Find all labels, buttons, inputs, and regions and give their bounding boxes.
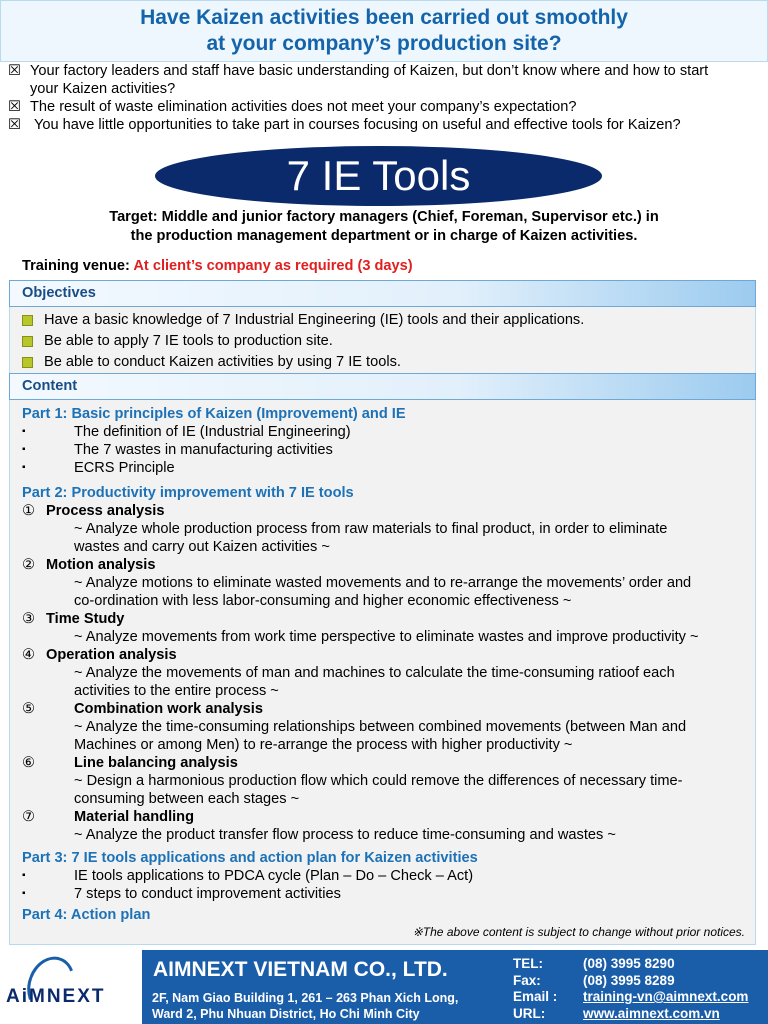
objectives-heading: Objectives: [9, 280, 756, 307]
step-name: Line balancing analysis: [74, 755, 238, 771]
footer-bar: [0, 950, 768, 1024]
checked-box-icon: ☒: [8, 63, 22, 79]
step-description: ~ Analyze movements from work time perspective to eliminate wastes and improve productivity ~: [74, 629, 699, 645]
disclaimer-note: ※The above content is subject to change without prior notices.: [412, 925, 745, 939]
bullet-icon: [22, 315, 33, 326]
venue-value: At client’s company as required (3 days): [133, 258, 413, 274]
list-item: [22, 423, 752, 441]
step-motion-analysis: [22, 556, 752, 574]
address-line-1: 2F, Nam Giao Building 1, 261 – 263 Phan Xich Long,: [152, 991, 459, 1005]
step-description: ~ Analyze the time-consuming relationships between combined movements (between Man and: [74, 719, 687, 735]
contact-label: URL:: [513, 1005, 546, 1021]
step-number: ④: [22, 647, 36, 663]
target-line-2: the production management department or in charge of Kaizen activities.: [130, 228, 638, 244]
headline-line-1: Have Kaizen activities been carried out smoothly: [140, 6, 628, 29]
course-title-badge: [155, 146, 602, 206]
part-1-title: Part 1: Basic principles of Kaizen (Improvement) and IE: [22, 406, 406, 422]
list-item-text: 7 steps to conduct improvement activities: [74, 886, 341, 902]
checked-box-icon: ☒: [8, 99, 22, 115]
part-4-title: Part 4: Action plan: [22, 907, 151, 923]
logo-swoosh-icon: [19, 950, 82, 1020]
list-item: [22, 459, 752, 477]
part-3-title: Part 3: 7 IE tools applications and action plan for Kaizen activities: [22, 850, 478, 866]
step-description: ~ Analyze the movements of man and machines to calculate the time-consuming ratioof each: [74, 665, 675, 681]
step-number: ⑤: [22, 701, 36, 717]
objective-item: [22, 312, 584, 328]
step-number: ③: [22, 611, 36, 627]
website-link[interactable]: www.aimnext.com.vn: [583, 1005, 720, 1021]
step-description: ~ Analyze motions to eliminate wasted movements and to re-arrange the movements’ order and: [74, 575, 692, 591]
contact-value: (08) 3995 8289: [583, 972, 675, 988]
objective-item: [22, 333, 333, 349]
problem-item: [8, 116, 760, 134]
problem-text: The result of waste elimination activities does not meet your company’s expectation?: [30, 99, 577, 115]
target-line-1: Target: Middle and junior factory managers (Chief, Foreman, Supervisor etc.) in: [109, 209, 659, 225]
step-number: ⑦: [22, 809, 36, 825]
contact-tel: [513, 956, 748, 973]
problem-text-continued: your Kaizen activities?: [30, 81, 176, 97]
contact-label: TEL:: [513, 956, 543, 971]
problem-text: You have little opportunities to take part in courses focusing on useful and effective tools for Kaizen?: [34, 117, 681, 133]
problem-list: [8, 62, 760, 134]
bullet-icon: ▪: [22, 870, 26, 881]
step-description-continued: consuming between each stages ~: [74, 791, 300, 807]
step-description-continued: Machines or among Men) to re-arrange the process with higher productivity ~: [74, 737, 573, 753]
list-item: [22, 441, 752, 459]
company-logo: [0, 950, 142, 1024]
step-time-study: [22, 610, 752, 628]
email-link[interactable]: training-vn@aimnext.com: [583, 989, 749, 1004]
step-material-handling: [22, 808, 752, 826]
list-item-text: The 7 wastes in manufacturing activities: [74, 442, 333, 458]
list-item: [22, 885, 752, 903]
step-number: ⑥: [22, 755, 36, 771]
step-name: Material handling: [74, 809, 195, 825]
headline-banner: [0, 0, 768, 62]
checked-box-icon: ☒: [8, 117, 22, 133]
address-line-2: Ward 2, Phu Nhuan District, Ho Chi Minh City: [152, 1007, 420, 1021]
step-description: ~ Analyze the product transfer flow process to reduce time-consuming and wastes ~: [74, 827, 616, 843]
list-item: [22, 867, 752, 885]
list-item-text: The definition of IE (Industrial Engineering): [74, 424, 351, 440]
bullet-icon: [22, 357, 33, 368]
headline-line-2: at your company’s production site?: [206, 32, 562, 55]
objective-item: [22, 354, 401, 370]
step-line-balancing-analysis: [22, 754, 752, 772]
contact-url: [513, 1006, 748, 1023]
objective-text: Be able to conduct Kaizen activities by using 7 IE tools.: [44, 354, 401, 370]
step-name: Combination work analysis: [74, 701, 263, 717]
step-name: Time Study: [46, 611, 125, 627]
list-item-text: IE tools applications to PDCA cycle (Plan – Do – Check – Act): [74, 868, 474, 884]
step-combination-work-analysis: [22, 700, 752, 718]
contact-value: (08) 3995 8290: [583, 956, 675, 971]
step-description-continued: co-ordination with less labor-consuming and higher economic effectiveness ~: [74, 593, 572, 609]
contact-label: Email :: [513, 989, 558, 1004]
objective-text: Have a basic knowledge of 7 Industrial Engineering (IE) tools and their applications.: [44, 312, 585, 328]
problem-text: Your factory leaders and staff have basic understanding of Kaizen, but don’t know where and how to start: [30, 63, 709, 79]
company-address: [152, 990, 458, 1022]
step-description: ~ Design a harmonious production flow which could remove the differences of necessary time-: [74, 773, 683, 789]
list-item-text: ECRS Principle: [74, 460, 175, 476]
bullet-icon: [22, 336, 33, 347]
step-name: Motion analysis: [46, 557, 156, 573]
part-2-title: Part 2: Productivity improvement with 7 IE tools: [22, 485, 354, 501]
problem-item: [8, 62, 760, 98]
bullet-icon: ▪: [22, 888, 26, 899]
contact-fax: [513, 973, 748, 990]
step-number: ①: [22, 503, 36, 519]
step-name: Operation analysis: [46, 647, 177, 663]
training-venue: [22, 258, 413, 274]
step-description-continued: wastes and carry out Kaizen activities ~: [74, 539, 330, 555]
step-name: Process analysis: [46, 503, 165, 519]
bullet-icon: ▪: [22, 444, 26, 455]
contact-label: Fax:: [513, 972, 541, 988]
step-description: ~ Analyze whole production process from raw materials to final product, in order to eliminate: [74, 521, 668, 537]
content-heading: Content: [9, 373, 756, 400]
objective-text: Be able to apply 7 IE tools to production site.: [44, 333, 333, 349]
step-number: ②: [22, 557, 36, 573]
step-process-analysis: [22, 502, 752, 520]
target-audience: [0, 208, 768, 246]
bullet-icon: ▪: [22, 462, 26, 473]
company-name: AIMNEXT VIETNAM CO., LTD.: [153, 958, 448, 981]
contact-email: [513, 989, 748, 1006]
step-operation-analysis: [22, 646, 752, 664]
venue-label: Training venue:: [22, 258, 134, 274]
bullet-icon: ▪: [22, 426, 26, 437]
problem-item: [8, 98, 760, 116]
course-title: 7 IE Tools: [286, 152, 471, 199]
contact-info: [513, 956, 748, 1022]
logo-text: AiMNEXT: [6, 986, 106, 1007]
step-description-continued: activities to the entire process ~: [74, 683, 279, 699]
content-body: [22, 405, 752, 924]
